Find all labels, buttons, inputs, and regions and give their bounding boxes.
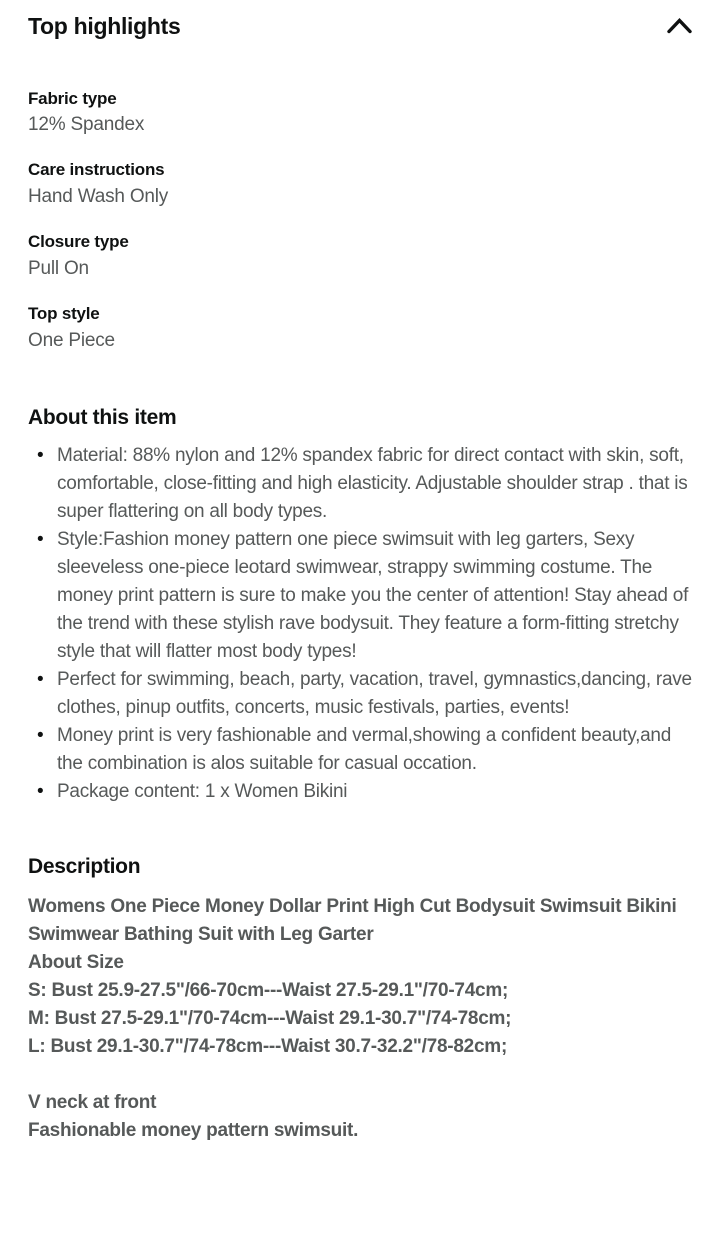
about-bullet: • Style:Fashion money pattern one piece swimsuit with leg garters, Sexy sleeveless one-piece leotard swimwear, strappy swimming costume. The money print pattern is sure to make you the center of attention! Stay ahead of the trend with these stylish rave bodysuit. They feature a form-fitting stretchy style that will flatter most body types!	[28, 526, 695, 666]
description-line: Fashionable money pattern swimsuit.	[28, 1119, 359, 1141]
highlight-item-care-instructions	[28, 159, 695, 209]
about-this-item-section	[28, 405, 695, 806]
about-bullet: • Money print is very fashionable and vermal,showing a confident beauty,and the combination is alos suitable for casual occation.	[28, 722, 695, 778]
description-line: Womens One Piece Money Dollar Print High Cut Bodysuit Swimsuit Bikini Swimwear Bathing Suit with Leg Garter	[28, 895, 677, 945]
highlight-value: Pull On	[28, 257, 89, 279]
about-bullet-list	[28, 442, 695, 806]
top-highlights-header	[28, 13, 695, 41]
highlight-value: Hand Wash Only	[28, 185, 169, 207]
highlight-item-fabric-type	[28, 88, 695, 138]
highlight-value: One Piece	[28, 329, 115, 351]
description-line-spacer	[28, 1061, 695, 1089]
highlight-label: Top style	[28, 304, 100, 324]
description-line-size-m: M: Bust 27.5-29.1"/70-74cm---Waist 29.1-30.7"/74-78cm;	[28, 1007, 512, 1029]
collapse-section-button[interactable]	[664, 13, 695, 38]
about-bullet: • Perfect for swimming, beach, party, vacation, travel, gymnastics,dancing, rave clothes, pinup outfits, concerts, music festivals, parties, events!	[28, 666, 695, 722]
highlights-section	[28, 88, 695, 354]
about-bullet: • Package content: 1 x Women Bikini	[28, 778, 695, 806]
description-line-size-s: S: Bust 25.9-27.5"/66-70cm---Waist 27.5-29.1"/70-74cm;	[28, 979, 509, 1001]
description-line: V neck at front	[28, 1091, 157, 1113]
description-line-size-l: L: Bust 29.1-30.7"/74-78cm---Waist 30.7-32.2"/78-82cm;	[28, 1035, 508, 1057]
highlight-item-closure-type	[28, 231, 695, 281]
highlight-label: Closure type	[28, 232, 129, 252]
highlight-item-top-style	[28, 303, 695, 353]
about-this-item-title: About this item	[28, 406, 177, 430]
highlight-label: Care instructions	[28, 160, 165, 180]
about-bullet: • Material: 88% nylon and 12% spandex fabric for direct contact with skin, soft, comfortable, close-fitting and high elasticity. Adjustable shoulder strap . that is super flattering on all body types.	[28, 442, 695, 526]
description-title: Description	[28, 855, 141, 879]
description-line: About Size	[28, 951, 124, 973]
highlight-label: Fabric type	[28, 88, 117, 108]
description-body	[28, 893, 695, 1145]
description-section	[28, 854, 695, 1144]
chevron-up-icon	[666, 17, 693, 34]
highlight-value: 12% Spandex	[28, 113, 145, 135]
top-highlights-title: Top highlights	[28, 13, 181, 39]
